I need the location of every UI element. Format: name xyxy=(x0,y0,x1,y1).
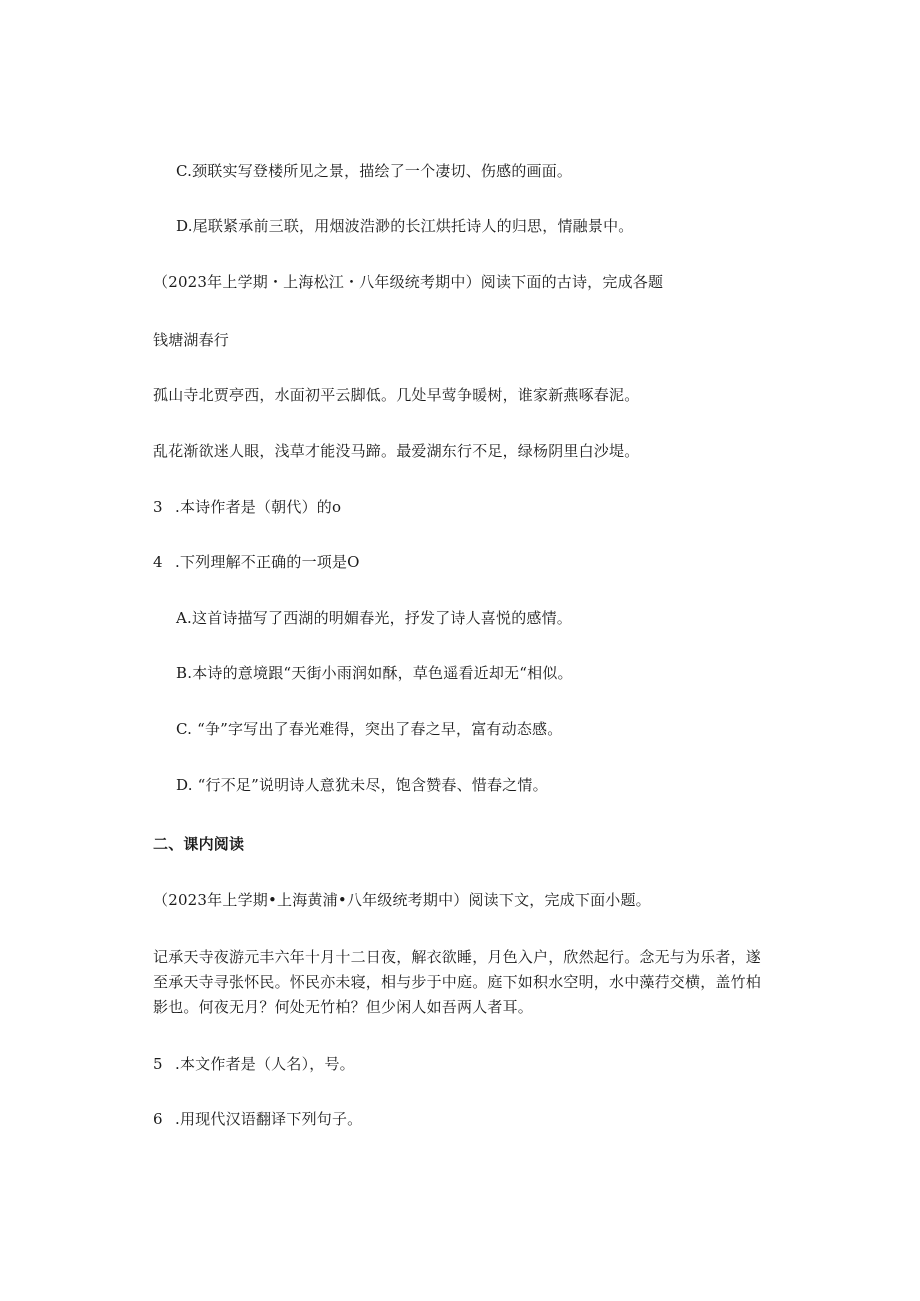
question-3-text: .本诗作者是（朝代）的o xyxy=(175,498,342,516)
question-6 xyxy=(153,1110,362,1128)
question-5 xyxy=(153,1055,355,1073)
poem-line-1: 孤山寺北贾亭西，水面初平云脚低。几处早莺争暖树，谁家新燕啄春泥。 xyxy=(153,386,640,404)
question-3-number: 3 xyxy=(153,498,163,516)
question-3 xyxy=(153,498,341,516)
option-d-q2: D.尾联紧承前三联，用烟波浩渺的长江烘托诗人的归思，情融景中。 xyxy=(176,217,634,235)
question-4 xyxy=(153,553,360,571)
option-d-q4: D. “行不足”说明诗人意犹未尽，饱含赞春、惜春之情。 xyxy=(176,776,548,794)
question-4-number: 4 xyxy=(153,553,163,571)
option-b-q4: B.本诗的意境跟“天街小雨润如酥，草色遥看近却无“相似。 xyxy=(176,664,573,682)
prose-passage: 记承天寺夜游元丰六年十月十二日夜，解衣欲睡，月色入户，欣然起行。念无与为乐者，遂至承天寺寻张怀民。怀民亦未寝，相与步于中庭。庭下如积水空明，水中藻荇交横，盖竹柏影也。何夜无月？何处无竹柏？但少闲人如吾两人者耳。 xyxy=(153,948,762,1016)
section-heading: 二、课内阅读 xyxy=(153,835,245,853)
question-4-text: .下列理解不正确的一项是O xyxy=(175,553,360,571)
poem-title: 钱塘湖春行 xyxy=(153,331,230,349)
option-c-q2: C.颈联实写登楼所见之景，描绘了一个凄切、伤感的画面。 xyxy=(176,162,573,180)
option-a-q4: A.这首诗描写了西湖的明媚春光，抒发了诗人喜悦的感情。 xyxy=(176,609,573,627)
option-c-q4: C. “争”字写出了春光难得，突出了春之早，富有动态感。 xyxy=(176,720,563,738)
question-5-text: .本文作者是（人名），号。 xyxy=(175,1055,355,1073)
question-6-text: .用现代汉语翻译下列句子。 xyxy=(175,1110,363,1128)
poem-source: （2023年上学期・上海松江・八年级统考期中）阅读下面的古诗，完成各题 xyxy=(153,273,664,291)
poem-line-2: 乱花渐欲迷人眼，浅草才能没马蹄。最爱湖东行不足，绿杨阴里白沙堤。 xyxy=(153,442,640,460)
question-6-number: 6 xyxy=(153,1110,163,1128)
question-5-number: 5 xyxy=(153,1055,163,1073)
prose-source: （2023年上学期•上海黄浦•八年级统考期中）阅读下文，完成下面小题。 xyxy=(153,891,651,909)
